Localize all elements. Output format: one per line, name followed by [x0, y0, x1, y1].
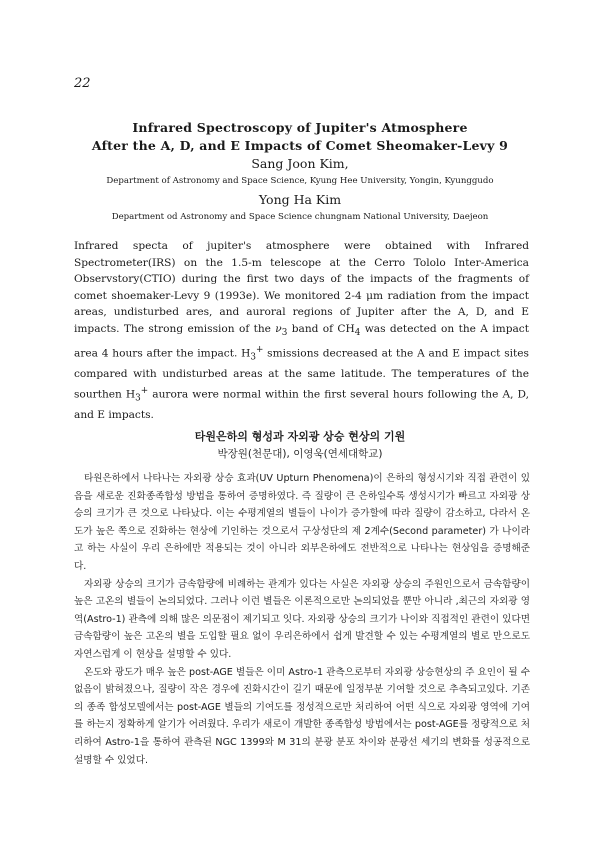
abstract-text: was detected on the A impact area 4 hours after the impact. H [74, 322, 529, 360]
h3-superscript: + [256, 344, 264, 355]
ch4-subscript: 4 [354, 328, 361, 339]
paper-title-line-2: After the A, D, and E Impacts of Comet Sheomaker-Levy 9 [91, 138, 509, 153]
abstract-text: Infrared specta of jupiter's atmosphere were obtained with Infrared Spectrometer(IRS) on the 1.5-m telescope at the Cerro Tololo Inter-America Observstory(CTIO) during the first two days of the impacts of the fragments of comet shoemaker-Levy 9 (1993e). We monitored 2-4 μm radiation from the impact areas, undisturbed ares, and auroral regions of Jupiter after the A, D, and E impacts. The strong emission of the [74, 240, 529, 335]
korean-paragraph-1: 타원은하에서 나타나는 자외광 상승 효과(UV Upturn Phenomena)이 은하의 형성시기와 직접 관련이 있음을 새로운 진화종족합성 방법을 통하여 증명하였다. 즉 질량이 큰 은하일수록 생성시기가 빠르고 자외광 상승의 크기가 큰 것으로 나타났다. 이는 수평계열의 별들이 나이가 증가할에 따라 질량이 감소하고, 다라서 온도가 높은 쪽으로 진화하는 현상에 기인하는 것으로서 구상성단의 제 2계수(Second parameter) 가 나이라고 하는 사실이 우리 은하에만 적용되는 것이 아니라 외부은하에도 전반적으로 나타나는 현상임을 증명해준다. [74, 473, 530, 572]
paper-title-line-1: Infrared Spectroscopy of Jupiter's Atmosphere [132, 120, 468, 135]
author-name-2: Yong Ha Kim [258, 192, 342, 207]
korean-paper-authors: 박장원(천문대), 이영욱(연세대학교) [217, 448, 383, 460]
nu-symbol: ν [275, 322, 282, 335]
abstract-text: smissions decreased at the A and E impact sites compared with undisturbed areas at the same latitude. The temperatures of the sourthen H [74, 347, 529, 401]
abstract-text: band of CH [287, 322, 355, 335]
nu-subscript: 3 [281, 328, 288, 339]
korean-abstract [74, 470, 530, 769]
english-abstract [74, 238, 529, 423]
page-number: 22 [74, 76, 91, 91]
h3-subscript: 3 [135, 393, 141, 404]
affiliation-2: Department od Astronomy and Space Science chungnam National University, Daejeon [111, 212, 489, 222]
author-name-1: Sang Joon Kim, [251, 156, 349, 171]
korean-paragraph-2: 자외광 상승의 크기가 금속함량에 비례하는 관계가 있다는 사실은 자외광 상승의 주원인으로서 금속함량이 높은 고온의 별들이 논의되었다. 그러나 이런 별들은 이론적으로만 논의되었을 뿐만 아니라 ,최근의 자외광 영역(Astro-1) 관측에 의해 많은 의문점이 제기되고 잇다. 자외광 상승의 크기가 나이와 직접적인 관련이 있다면 금속함량이 높은 고온의 별을 도입할 필요 없이 우리은하에서 쉽게 발견할 수 있는 수평계열의 별로 만으로도 자연스럽게 이 현상을 설명할 수 있다. [74, 578, 530, 660]
abstract-text: aurora were normal within the first several hours following the A, D, and E impacts. [74, 388, 530, 421]
h3-superscript: + [140, 385, 149, 396]
affiliation-1: Department of Astronomy and Space Science, Kyung Hee University, Yongin, Kyunggudo [106, 176, 494, 186]
h3-subscript: 3 [250, 352, 256, 363]
korean-paragraph-3: 온도와 광도가 매우 높은 post-AGE 별들은 이미 Astro-1 관측으로부터 자외광 상승현상의 주 요인이 될 수 없음이 밝혀졌으나, 질량이 작은 경우에 진화시간이 길기 때문에 일정부분 기여할 것으로 추측되고있다. 기존의 종족 합성모델에서는 post-AGE 별들의 기여도를 정성적으로만 처리하여 어떤 식으로 자외광 영역에 기여를 하는지 정확하게 알기가 어려웠다. 우리가 새로이 개발한 종족합성 방법에서는 post-AGE를 정량적으로 처리하여 Astro-1을 통하여 관측된 NGC 1399와 M 31의 분광 분포 차이와 분광선 세기의 변화를 성공적으로 설명할 수 있었다. [74, 666, 530, 766]
korean-paper-title: 타원은하의 형성과 자외광 상승 현상의 기원 [194, 430, 406, 443]
